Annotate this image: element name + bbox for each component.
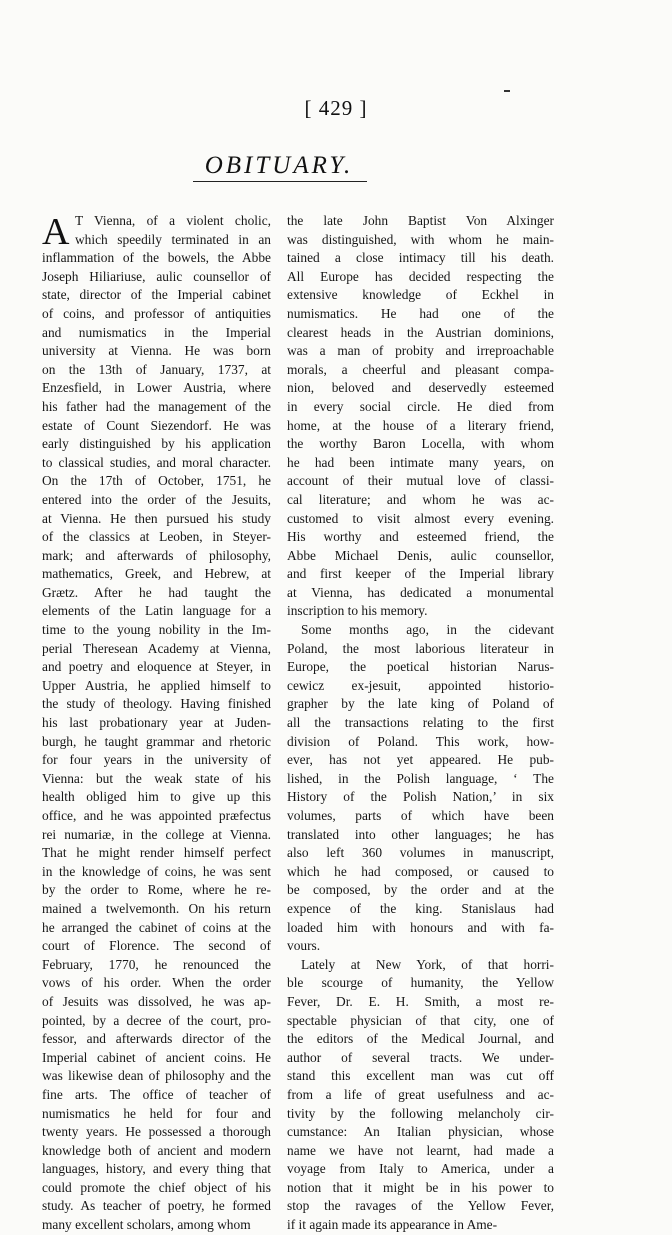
text-line: rei numariæ, in the college at Vienna. [42,826,271,842]
text-line: from a life of great usefulness and ac- [287,1086,554,1102]
text-line: Lately at New York, of that horri- [301,956,554,972]
text-line: Fever, Dr. E. H. Smith, a most re- [287,993,554,1009]
text-line: state, director of the Imperial cabinet [42,287,271,303]
text-line: on the 13th of January, 1737, at [42,361,271,377]
text-line: which speedily terminated in an [75,231,271,247]
right-column-text [287,212,554,1235]
text-line: Imperial cabinet of ancient coins. He [42,1049,271,1065]
text-line: Some months ago, in the cidevant [301,622,554,638]
text-line: February, 1770, he renounced the [42,956,271,972]
text-line: knowledge both of ancient and modern [42,1142,271,1158]
text-line: pointed, by a decree of the court, pro- [42,1012,271,1028]
text-line: translated into other languages; he has [287,826,554,842]
text-line: and numismatics in the Imperial [42,324,271,340]
text-line: mark; and afterwards of philosophy, [42,547,271,563]
text-line: mained a twelvemonth. On his return [42,900,271,916]
text-line: expence of the king. Stanislaus had [287,900,554,916]
text-line: inscription to his memory. [287,603,428,619]
text-line: T Vienna, of a violent cholic, [75,213,271,228]
text-line: customed to visit almost every evening. [287,510,554,526]
text-line: in the knowledge of coins, he was sent [42,863,271,879]
text-line: Upper Austria, he applied himself to [42,677,271,693]
text-line: numismatics. He had one of the [287,305,554,321]
text-line: was distinguished, with whom he main- [287,231,554,247]
left-column [42,212,271,1235]
text-line: fessor, and afterwards director of the [42,1031,271,1047]
text-line: by the order to Rome, where he re- [42,882,271,898]
text-line: cal literature; and whom he was ac- [287,491,554,507]
text-line: That he might render himself perfect [42,845,271,861]
drop-cap: A [42,211,70,253]
text-line: in every social circle. He died from [287,398,554,414]
text-line: his father had the management of the [42,398,271,414]
text-line: court of Florence. The second of [42,938,271,954]
text-line: be composed, by the order and at the [287,882,554,898]
text-line: grapher by the late king of Poland of [287,696,554,712]
text-line: and first keeper of the Imperial library [287,566,554,582]
text-line: nion, beloved and deservedly esteemed [287,380,554,396]
text-line: also left 360 volumes in manuscript, [287,845,554,861]
text-line: which he had composed, or caused to [287,863,554,879]
text-line: tivity by the following melancholy cir- [287,1105,554,1121]
text-line: the study of theology. Having finished [42,696,271,712]
text-line: of coins, and professor of antiquities [42,305,271,321]
page-title: OBITUARY. [204,152,354,179]
text-line: of Jesuits was dissolved, he was ap- [42,993,271,1009]
text-line: the editors of the Medical Journal, and [287,1031,554,1047]
text-line: vows of his order. When the order [42,975,271,991]
text-line: Abbe Michael Denis, aulic counsellor, [287,547,554,563]
text-line: name we have not learnt, had made a [287,1142,554,1158]
text-line: the late John Baptist Von Alxinger [287,213,554,228]
text-line: voyage from Italy to America, under a [287,1161,554,1177]
text-line: early distinguished by his application [42,436,271,452]
page-number: [ 429 ] [304,96,368,120]
text-line: study. As teacher of poetry, he formed [42,1198,271,1214]
text-line: stop the ravages of the Yellow Fever, [287,1198,554,1214]
text-line: vours. [287,938,321,954]
text-line: ble scourge of humanity, the Yellow [287,975,554,991]
text-line: History of the Polish Nation,’ in six [287,789,554,805]
text-line: author of several tracts. We under- [287,1049,554,1065]
text-line: cumstance: An Italian physician, whose [287,1124,554,1140]
text-line: morals, a cheerful and pleasant compa- [287,361,554,377]
text-line: entered into the order of the Jesuits, [42,491,271,507]
text-line: On the 17th of October, 1751, he [42,473,271,489]
text-line: Europe, the poetical historian Narus- [287,659,554,675]
text-line: Enzesfield, in Lower Austria, where [42,380,271,396]
text-line: time to the young nobility in the Im- [42,622,271,638]
right-column [287,212,554,1235]
text-line: His worthy and esteemed friend, the [287,529,554,545]
text-line: many excellent scholars, among whom [42,1217,251,1233]
ink-speck [504,90,510,92]
text-line: to classical studies, and moral character. [42,454,271,470]
text-line: was likewise dean of philosophy and the [42,1068,271,1084]
text-line: lished, in the Polish language, ‘ The [287,770,554,786]
text-line: at Vienna, has dedicated a monumental [287,584,554,600]
text-line: cewicz ex-jesuit, appointed historio- [287,677,554,693]
text-line: twenty years. He possessed a thorough [42,1124,271,1140]
text-line: if it again made its appearance in Ame- [287,1217,498,1233]
text-line: Vienna: but the weak state of his [42,770,271,786]
text-line: office, and he was appointed præfectus [42,808,271,823]
text-line: inflammation of the bowels, the Abbe [42,250,271,266]
text-line: division of Poland. This work, how- [287,733,554,749]
text-line: Poland, the most laborious literateur in [287,640,554,656]
text-line: at Vienna. He then pursued his study [42,510,271,526]
text-line: elements of the Latin language for a [42,603,271,619]
text-line: burgh, he taught grammar and rhetoric [42,733,271,749]
text-line: numismatics he held for four and [42,1105,271,1121]
text-line: All Europe has decided respecting the [287,268,554,284]
text-line: could promote the chief object of his [42,1179,271,1195]
text-line: account of their mutual love of classi- [287,473,554,489]
text-line: clearest heads in the Austrian dominions, [287,324,554,340]
title-rule [193,181,367,182]
text-line: spectable physician of that city, one of [287,1012,554,1028]
text-line: university at Vienna. He was born [42,343,271,359]
text-line: home, at the house of a literary friend, [287,417,554,433]
text-line: health obliged him to give up this [42,789,271,805]
text-line: and poetry and eloquence at Steyer, in [42,659,271,675]
text-line: all the transactions relating to the first [287,715,554,731]
text-line: perial Theresean Academy at Vienna, [42,640,271,656]
text-line: he had been intimate many years, on [287,454,554,470]
text-line: Grætz. After he had taught the [42,584,271,600]
text-line: mathematics, Greek, and Hebrew, at [42,566,271,582]
left-column-text [42,212,271,1235]
text-line: tained a close intimacy till his death. [287,250,554,266]
text-line: volumes, parts of which have been [287,808,554,823]
text-line: stand this excellent man was cut off [287,1068,554,1084]
text-line: his last probationary year at Juden- [42,715,271,731]
text-line: of the classics at Leoben, in Steyer- [42,529,271,545]
text-line: estate of Count Siezendorf. He was [42,417,271,433]
text-line: was a man of probity and irreproachable [287,343,554,359]
text-line: for four years in the university of [42,752,271,768]
text-line: loaded him with honours and with fa- [287,919,554,935]
text-line: he arranged the cabinet of coins at the [42,919,271,935]
text-line: Joseph Hiliariuse, aulic counsellor of [42,268,271,284]
text-line: extensive knowledge of Eckhel in [287,287,554,303]
text-line: languages, history, and every thing that [42,1161,271,1177]
text-line: fine arts. The office of teacher of [42,1086,271,1102]
text-line: the worthy Baron Locella, with whom [287,436,554,452]
text-line: ever, has not yet appeared. He pub- [287,752,554,768]
text-line: notion that it might be in his power to [287,1179,554,1195]
